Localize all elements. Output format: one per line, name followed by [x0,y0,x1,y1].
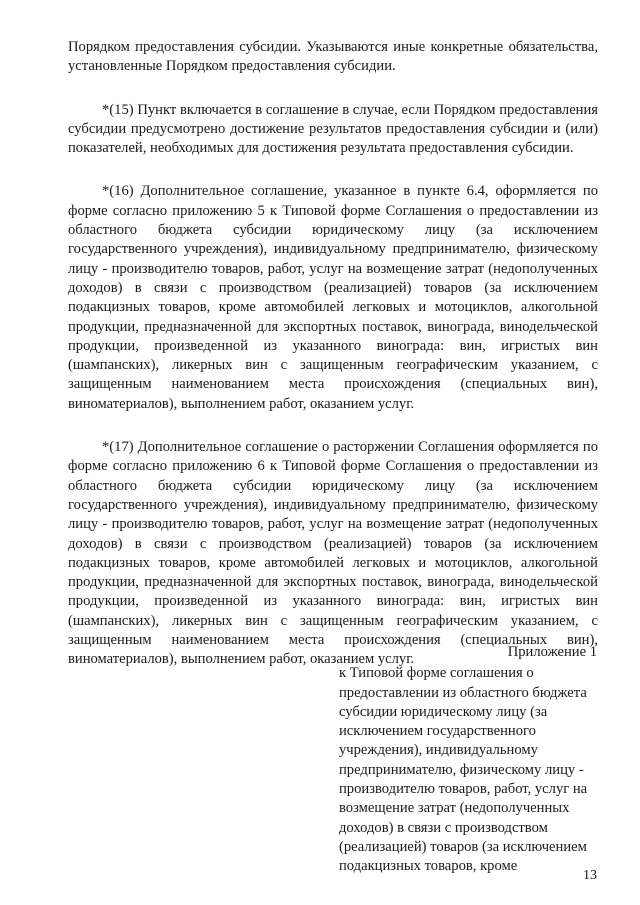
paragraph-gap [68,414,598,438]
appendix-text: к Типовой форме соглашения о предоставлении из областного бюджета субсидии юридическому лицу (за исключением государственного учреждения), индивидуальному предпринимателю, физическому лицу - производителю товаров, работ, услуг на возмещение затрат (недополученных доходов) в связи с производством (реализацией) товаров (за исключением подакцизных товаров, кроме [339,665,588,875]
paragraph-gap [68,77,598,101]
document-body [68,38,598,670]
appendix-title: Приложение 1 [507,644,597,660]
footnote-17: *(17) Дополнительное соглашение о расторжении Соглашения оформляется по форме согласно приложению 6 к Типовой форме Соглашения о предоставлении из областного бюджета субсидии юридическому лицу (за исключением государственного учреждения), индивидуальному предпринимателю, физическому лицу - производителю товаров, работ, услуг на возмещение затрат (недополученных доходов) в связи с производством (реализацией) товаров (за исключением подакцизных товаров, кроме автомобилей легковых и мотоциклов, алкогольной продукции, предназначенной для экспортных поставок, винограда, винодельческой продукции, произведенной из указанного винограда: вин, игристых вин (шампанских), ликерных вин с защищенным географическим указанием, с защищенным наименованием места происхождения (специальных вин), виноматериалов), выполнением работ, оказанием услуг. [68,439,598,668]
appendix-block [339,643,597,877]
page-number: 13 [583,868,597,883]
paragraph-intro: Порядком предоставления субсидии. Указываются иные конкретные обязательства, установленные Порядком предоставления субсидии. [68,39,598,75]
footnote-16: *(16) Дополнительное соглашение, указанное в пункте 6.4, оформляется по форме согласно приложению 5 к Типовой форме Соглашения о предоставлении из областного бюджета субсидии юридическому лицу (за исключением государственного учреждения), индивидуальному предпринимателю, физическому лицу - производителю товаров, работ, услуг на возмещение затрат (недополученных доходов) в связи с производством (реализацией) товаров (за исключением подакцизных товаров, кроме автомобилей легковых и мотоциклов, алкогольной продукции, предназначенной для экспортных поставок, винограда, винодельческой продукции, произведенной из указанного винограда: вин, игристых вин (шампанских), ликерных вин с защищенным географическим указанием, с защищенным наименованием места происхождения (специальных вин), виноматериалов), выполнением работ, оказанием услуг. [68,183,598,412]
paragraph-gap [68,158,598,182]
footnote-15: *(15) Пункт включается в соглашение в случае, если Порядком предоставления субсидии предусмотрено достижение результатов предоставления субсидии и (или) показателей, необходимых для достижения результата предоставления субсидии. [68,101,598,157]
